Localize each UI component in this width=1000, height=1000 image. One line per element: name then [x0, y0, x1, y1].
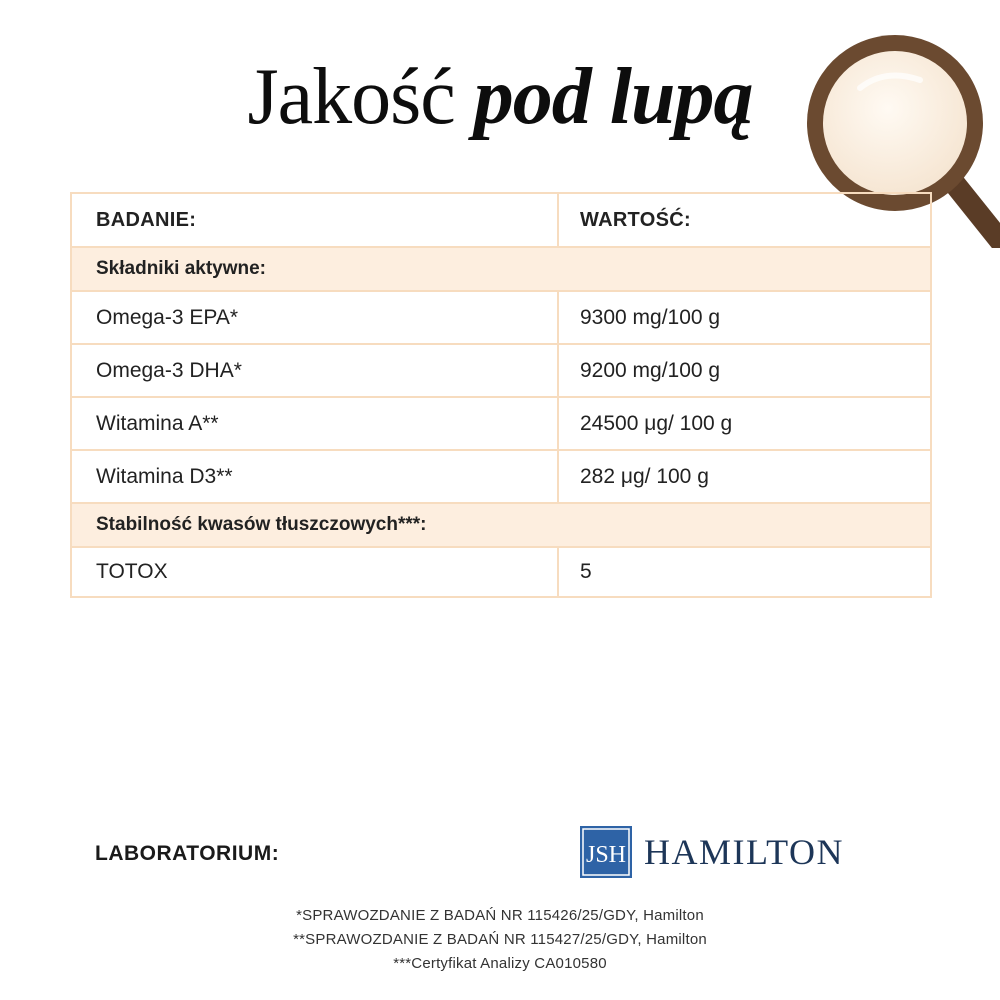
table-row — [72, 343, 930, 396]
laboratory-label: LABORATORIUM: — [95, 842, 280, 865]
test-value: 9300 mg/100 g — [580, 305, 721, 329]
hamilton-logo-mark — [580, 826, 632, 878]
results-table — [70, 192, 932, 598]
header-test: BADANIE: — [72, 194, 559, 246]
test-name: Witamina D3** — [72, 451, 559, 502]
test-value: 9200 mg/100 g — [580, 358, 721, 382]
section-row — [72, 502, 930, 546]
section-row — [72, 246, 930, 290]
header-value: WARTOŚĆ: — [580, 208, 691, 231]
section-label-stability: Stabilność kwasów tłuszczowych***: — [96, 514, 427, 535]
table-row — [72, 449, 930, 502]
title-light: Jakość — [247, 53, 455, 141]
table-row — [72, 396, 930, 449]
footnote: *SPRAWOZDANIE Z BADAŃ NR 115426/25/GDY, Hamilton — [296, 907, 704, 924]
test-name: Witamina A** — [72, 398, 559, 449]
section-label-active: Składniki aktywne: — [96, 258, 267, 279]
table-row — [72, 546, 930, 596]
test-name: Omega-3 DHA* — [72, 345, 559, 396]
test-value: 282 μg/ 100 g — [580, 464, 709, 488]
hamilton-logo — [580, 826, 844, 878]
test-value: 5 — [580, 560, 592, 583]
footnotes — [0, 904, 1000, 976]
test-name: Omega-3 EPA* — [72, 292, 559, 343]
test-value: 24500 μg/ 100 g — [580, 411, 733, 435]
table-row — [72, 290, 930, 343]
title-bold: pod lupą — [473, 53, 753, 141]
hamilton-logo-text: HAMILTON — [644, 832, 845, 872]
table-header-row — [72, 194, 930, 246]
svg-text:JSH: JSH — [585, 842, 627, 868]
footnote: **SPRAWOZDANIE Z BADAŃ NR 115427/25/GDY, Hamilton — [293, 931, 707, 948]
footnote: ***Certyfikat Analizy CA010580 — [393, 955, 607, 972]
test-name: TOTOX — [72, 548, 559, 596]
